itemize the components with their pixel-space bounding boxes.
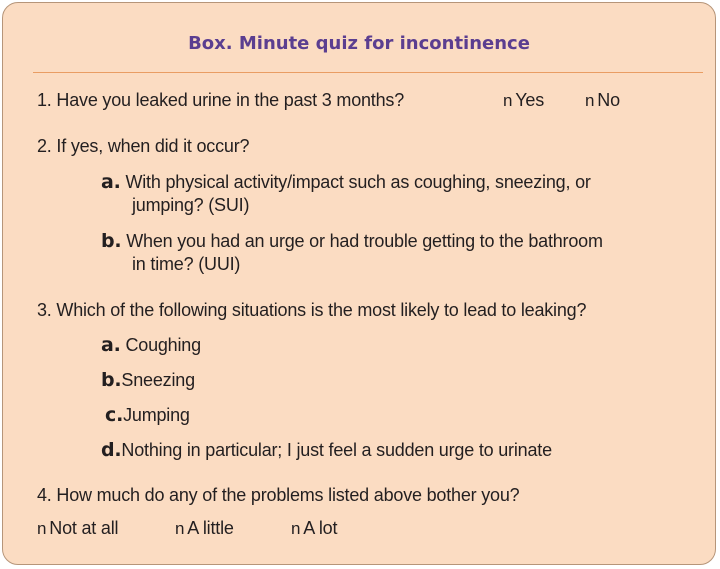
q2-item-a — [101, 171, 591, 193]
option-label: Yes — [515, 90, 545, 110]
q3-item-a — [101, 334, 201, 356]
list-marker: a. — [101, 171, 121, 193]
q3-item-c — [105, 404, 190, 426]
item-text: Coughing — [125, 335, 201, 355]
q1-option-no[interactable] — [585, 90, 620, 111]
checkbox-icon[interactable]: n — [585, 91, 595, 110]
question-2: 2. If yes, when did it occur? — [37, 136, 250, 156]
q4-option-a-little[interactable] — [175, 518, 234, 539]
item-text: Nothing in particular; I just feel a sudden urge to urinate — [121, 440, 552, 460]
item-text: When you had an urge or had trouble getting to the bathroom — [126, 231, 603, 251]
option-label: No — [597, 90, 620, 110]
checkbox-icon[interactable]: n — [37, 519, 47, 538]
item-text: Jumping — [123, 405, 190, 425]
question-1: 1. Have you leaked urine in the past 3 months? — [37, 90, 405, 110]
q3-item-d — [101, 439, 552, 461]
list-marker: b. — [101, 230, 122, 252]
q2-item-b-cont: in time? (UUI) — [132, 254, 241, 274]
list-marker: b. — [101, 369, 122, 391]
q1-option-yes[interactable] — [503, 90, 544, 111]
option-label: Not at all — [49, 518, 119, 538]
question-3: 3. Which of the following situations is the most likely to lead to leaking? — [37, 300, 587, 320]
q4-option-a-lot[interactable] — [291, 518, 337, 539]
checkbox-icon[interactable]: n — [175, 519, 185, 538]
list-marker: a. — [101, 334, 121, 356]
title-divider — [33, 72, 703, 73]
box-title: Box. Minute quiz for incontinence — [188, 33, 530, 54]
q4-option-not-at-all[interactable] — [37, 518, 118, 539]
item-text: With physical activity/impact such as coughing, sneezing, or — [125, 172, 591, 192]
option-label: A lot — [303, 518, 338, 538]
item-text: Sneezing — [121, 370, 195, 390]
question-4: 4. How much do any of the problems listed above bother you? — [37, 485, 520, 505]
checkbox-icon[interactable]: n — [291, 519, 301, 538]
list-marker: d. — [101, 439, 122, 461]
quiz-box — [2, 2, 716, 565]
checkbox-icon[interactable]: n — [503, 91, 513, 110]
q2-item-a-cont: jumping? (SUI) — [132, 195, 250, 215]
q2-item-b — [101, 230, 603, 252]
list-marker: c. — [105, 404, 124, 426]
option-label: A little — [187, 518, 234, 538]
q3-item-b — [101, 369, 195, 391]
